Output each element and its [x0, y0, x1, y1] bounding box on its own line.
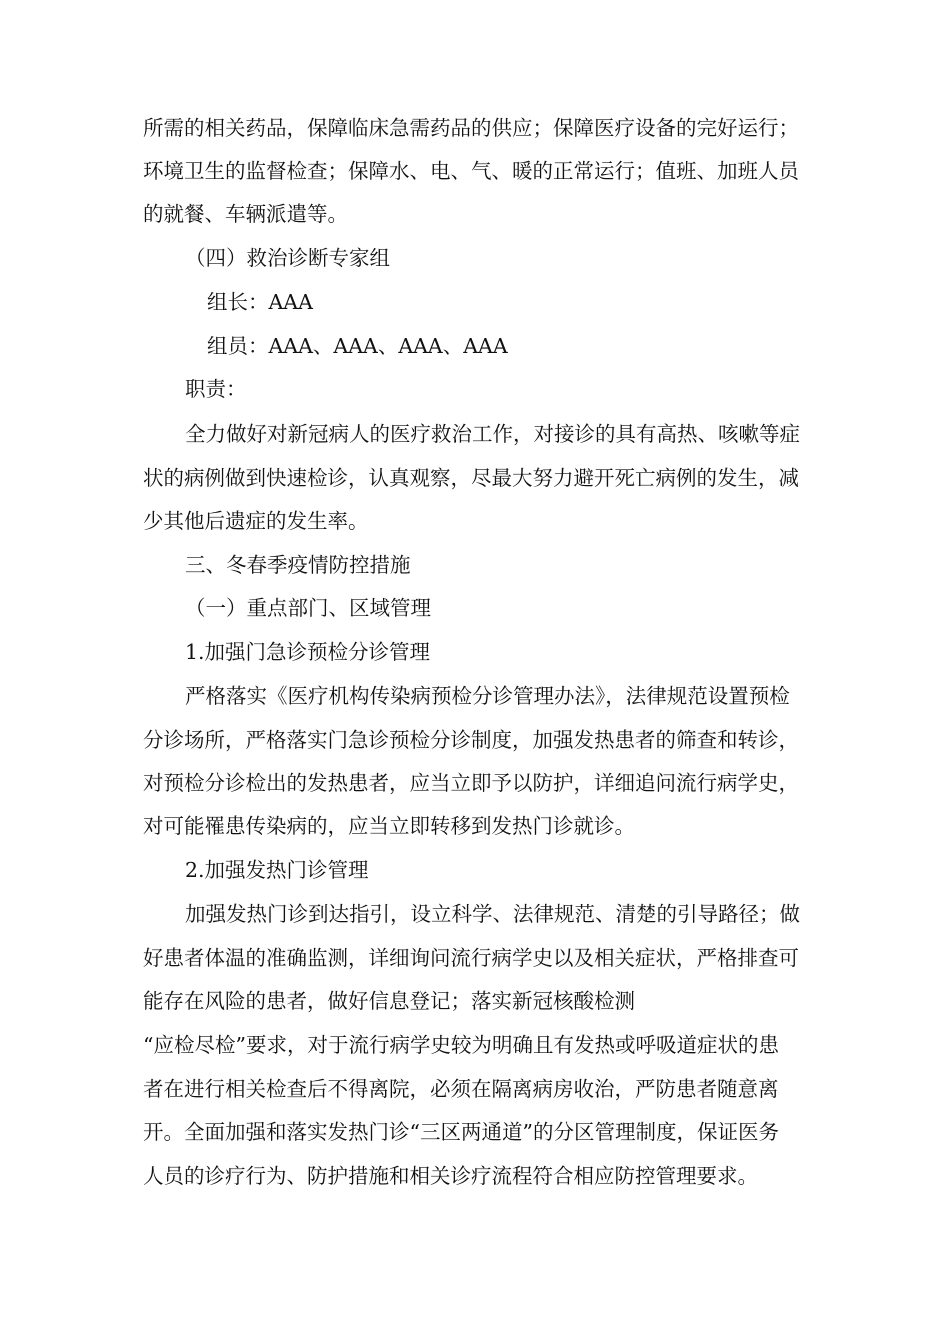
item-heading: 1.加强门急诊预检分诊管理 — [185, 640, 431, 664]
body-text-line: 少其他后遗症的发生率。 — [143, 509, 369, 533]
item-heading: 2.加强发热门诊管理 — [185, 858, 369, 882]
body-text-line: 加强发热门诊到达指引，设立科学、法律规范、清楚的引导路径；做 — [185, 902, 800, 926]
body-text-line: 对可能罹患传染病的，应当立即转移到发热门诊就诊。 — [143, 814, 635, 838]
body-text-line: 能存在风险的患者，做好信息登记；落实新冠核酸检测 — [143, 989, 635, 1013]
body-text-line: 状的病例做到快速检诊，认真观察，尽最大努力避开死亡病例的发生，减 — [143, 466, 799, 490]
body-text-line: 严格落实《医疗机构传染病预检分诊管理办法》，法律规范设置预检 — [185, 684, 790, 708]
body-text-line: 分诊场所，严格落实门急诊预检分诊制度，加强发热患者的筛查和转诊， — [143, 728, 799, 752]
subsection-heading: （一）重点部门、区域管理 — [185, 596, 431, 620]
body-text-line: 全力做好对新冠病人的医疗救治工作，对接诊的具有高热、咳嗽等症 — [185, 422, 800, 446]
body-text-line: 好患者体温的准确监测，详细询问流行病学史以及相关症状，严格排查可 — [143, 946, 799, 970]
body-text-line: 人员的诊疗行为、防护措施和相关诊疗流程符合相应防控管理要求。 — [143, 1164, 758, 1188]
group-leader-line: 组长：AAA — [207, 290, 313, 314]
group-members-line: 组员：AAA、AAA、AAA、AAA — [207, 334, 508, 358]
body-text-line: 的就餐、车辆派遣等。 — [143, 202, 348, 226]
duties-label: 职责： — [185, 377, 247, 401]
body-text-line: 开。全面加强和落实发热门诊“三区两通道”的分区管理制度，保证医务 — [143, 1120, 779, 1144]
body-text-line: 所需的相关药品，保障临床急需药品的供应；保障医疗设备的完好运行； — [143, 116, 799, 140]
body-text-line: 环境卫生的监督检查；保障水、电、气、暖的正常运行；值班、加班人员 — [143, 159, 799, 183]
body-text-line: 对预检分诊检出的发热患者，应当立即予以防护，详细追问流行病学史， — [143, 771, 799, 795]
section-heading: 三、冬春季疫情防控措施 — [185, 553, 411, 577]
body-text-line: 者在进行相关检查后不得离院，必须在隔离病房收治，严防患者随意离 — [143, 1077, 779, 1101]
section-heading: （四）救治诊断专家组 — [185, 246, 390, 270]
body-text-line: “应检尽检”要求，对于流行病学史较为明确且有发热或呼吸道症状的患 — [143, 1033, 779, 1057]
